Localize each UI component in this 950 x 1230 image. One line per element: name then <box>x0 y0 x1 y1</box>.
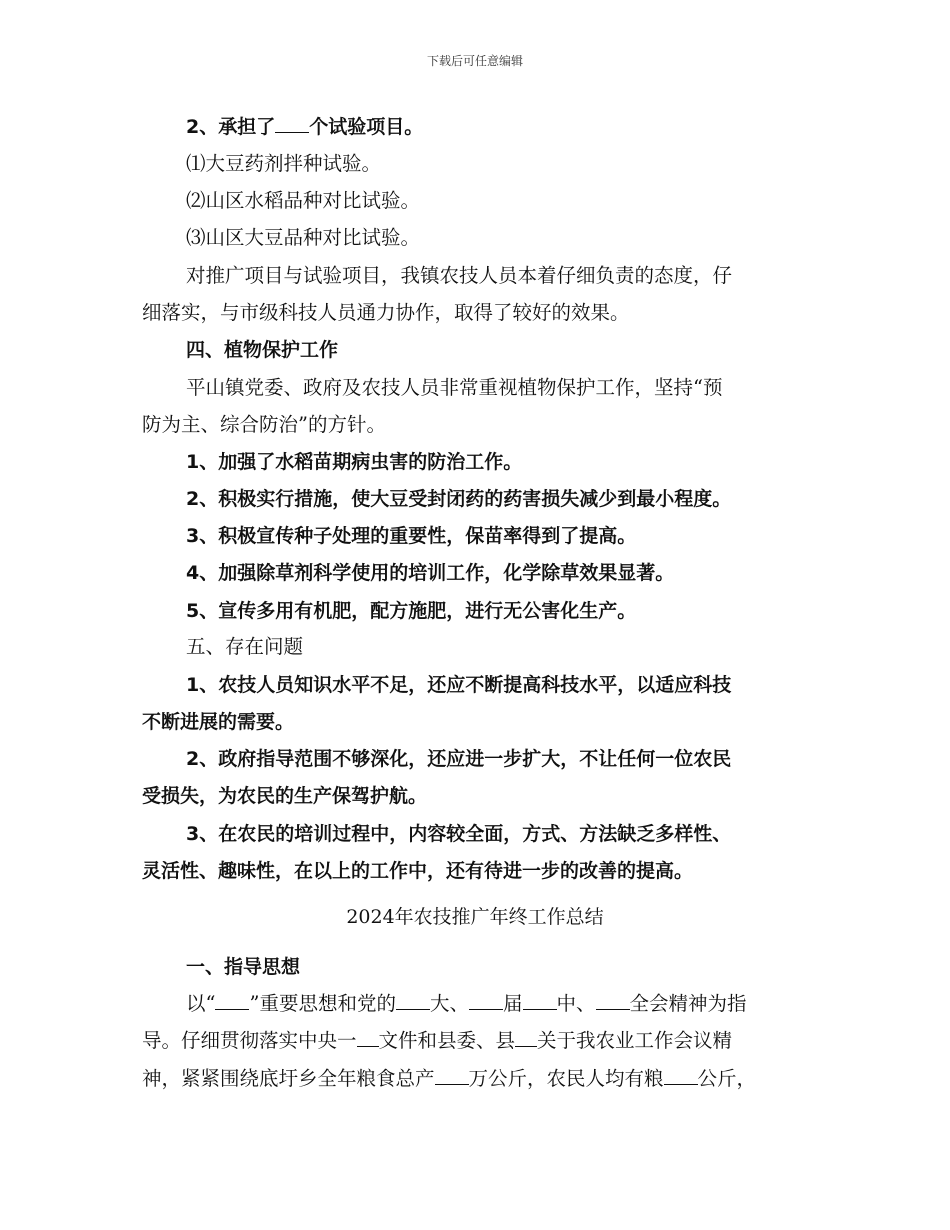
text-segment: 万公斤，农民人均有粮 <box>468 1067 664 1090</box>
paragraph-line: 细落实，与市级科技人员通力协作，取得了较好的效果。 <box>142 301 630 324</box>
text-segment: ”重要思想和党的 <box>249 992 396 1015</box>
list-item: 5、宣传多用有机肥，配方施肥，进行无公害化生产。 <box>186 600 637 622</box>
list-item: 1、加强了水稻苗期病虫害的防治工作。 <box>186 451 523 473</box>
list-item: ⑶山区大豆品种对比试验。 <box>186 226 421 249</box>
paragraph-line: 平山镇党委、政府及农技人员非常重视植物保护工作，坚持“预 <box>186 376 723 399</box>
text-segment: 大、 <box>429 992 469 1015</box>
section-heading: 四、植物保护工作 <box>186 339 339 361</box>
text-segment: 中、 <box>556 992 596 1015</box>
item-experiments-count <box>186 112 826 142</box>
document-title: 2024年农技推广年终工作总结 <box>346 906 604 928</box>
text-segment: 公斤， <box>697 1067 757 1090</box>
list-item: ⑴大豆药剂拌种试验。 <box>186 152 382 175</box>
fill-blank <box>396 991 430 1010</box>
list-item: 4、加强除草剂科学使用的培训工作，化学除草效果显著。 <box>186 562 675 584</box>
fill-blank <box>357 1028 379 1047</box>
paragraph-line: 受损失，为农民的生产保驾护航。 <box>142 785 428 807</box>
paragraph-line <box>142 1026 822 1056</box>
page-header-note: 下载后可任意编辑 <box>426 54 523 68</box>
list-item: ⑵山区水稻品种对比试验。 <box>186 189 421 212</box>
paragraph-line: 对推广项目与试验项目，我镇农技人员本着仔细负责的态度，仔 <box>186 264 733 287</box>
section-heading: 五、存在问题 <box>186 635 304 658</box>
text-segment: 个试验项目。 <box>309 116 424 138</box>
fill-blank <box>435 1066 469 1085</box>
paragraph-line: 2、政府指导范围不够深化，还应进一步扩大，不让任何一位农民 <box>186 748 732 770</box>
text-segment: 以“ <box>186 992 216 1015</box>
list-item: 3、积极宣传种子处理的重要性，保苗率得到了提高。 <box>186 525 637 547</box>
fill-blank <box>275 115 309 133</box>
paragraph-line: 灵活性、趣味性，在以上的工作中，还有待进一步的改善的提高。 <box>142 860 694 882</box>
text-segment: 神，紧紧围绕底圩乡全年粮食总产 <box>142 1067 435 1090</box>
text-segment: 届 <box>502 992 523 1015</box>
text-segment: 2、承担了 <box>186 116 276 138</box>
fill-blank <box>515 1028 537 1047</box>
fill-blank <box>469 991 503 1010</box>
fill-blank <box>596 991 630 1010</box>
paragraph-line: 不断进展的需要。 <box>142 711 295 733</box>
fill-blank <box>215 991 249 1010</box>
paragraph-line: 防为主、综合防治”的方针。 <box>142 413 386 436</box>
paragraph-line: 3、在农民的培训过程中，内容较全面，方式、方法缺乏多样性、 <box>186 823 732 845</box>
paragraph-line <box>142 1064 822 1094</box>
section-heading: 一、指导思想 <box>186 956 301 978</box>
text-segment: 全会精神为指 <box>629 992 747 1015</box>
paragraph-line <box>186 989 826 1019</box>
list-item: 2、积极实行措施，使大豆受封闭药的药害损失减少到最小程度。 <box>186 488 732 510</box>
fill-blank <box>523 991 557 1010</box>
fill-blank <box>664 1066 698 1085</box>
text-segment: 文件和县委、县 <box>378 1029 516 1052</box>
text-segment: 关于我农业工作会议精 <box>537 1029 733 1052</box>
text-segment: 导。仔细贯彻落实中央一 <box>142 1029 357 1052</box>
paragraph-line: 1、农技人员知识水平不足，还应不断提高科技水平，以适应科技 <box>186 674 732 696</box>
